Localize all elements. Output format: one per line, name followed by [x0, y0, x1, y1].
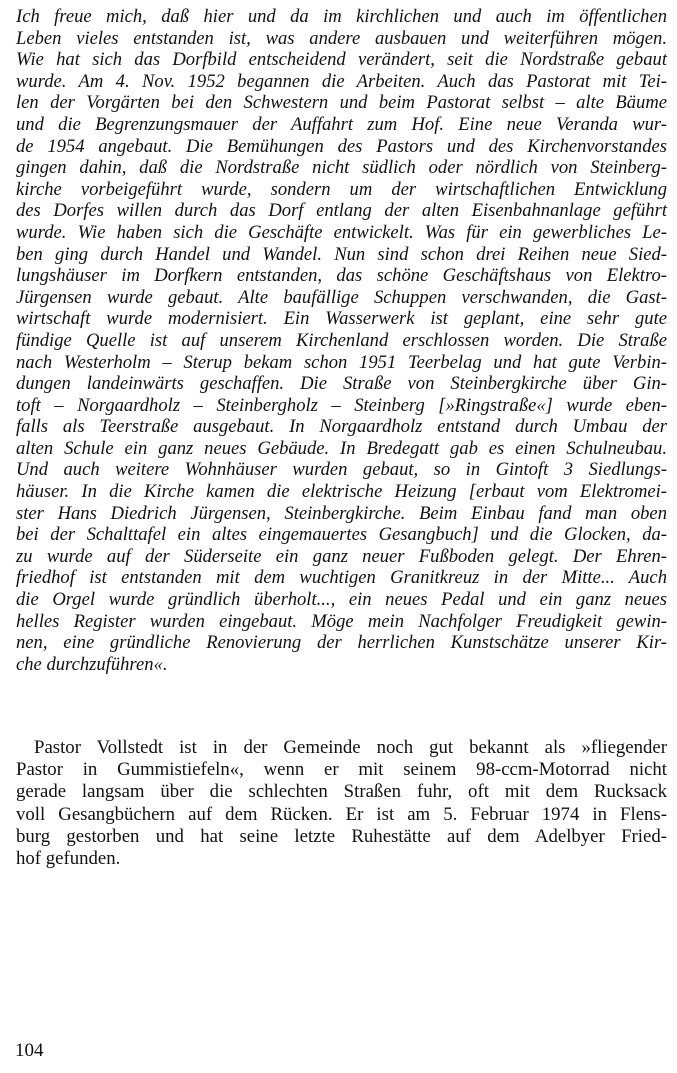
paragraph-line: hof gefunden. — [16, 847, 121, 869]
quote-line: wurde. Wie haben sich die Geschäfte entwickelt. Was für ein gewerbliches Le- — [16, 221, 667, 243]
quote-line: lungshäuser im Dorfkern entstanden, das schöne Geschäftshaus von Elektro- — [16, 265, 667, 287]
quote-line: ster Hans Diedrich Jürgensen, Steinbergkirche. Beim Einbau fand man oben — [16, 502, 667, 524]
quote-line: Wie hat sich das Dorfbild entscheidend verändert, seit die Nordstraße gebaut — [16, 49, 667, 71]
paragraph-line: burg gestorben und hat seine letzte Ruhestätte auf dem Adelbyer Fried- — [16, 825, 667, 847]
quote-line: toft – Norgaardholz – Steinbergholz – Steinberg [»Ringstraße«] wurde eben- — [16, 394, 667, 416]
quote-line: de 1954 angebaut. Die Bemühungen des Pastors und des Kirchenvorstandes — [16, 135, 667, 157]
quote-line: und die Begrenzungsmauer der Auffahrt zum Hof. Eine neue Veranda wur- — [16, 113, 667, 135]
quote-line: kirche vorbeigeführt wurde, sondern um der wirtschaftlichen Entwicklung — [16, 178, 667, 200]
quote-line: che durchzuführen«. — [16, 653, 168, 675]
quote-line: fündige Quelle ist auf unserem Kirchenland erschlossen worden. Die Straße — [16, 329, 667, 351]
quote-line: bei der Schalttafel ein altes eingemauertes Gesangbuch] und die Glocken, da- — [16, 524, 667, 546]
quote-line: Ich freue mich, daß hier und da im kirchlichen und auch im öffentlichen — [16, 6, 667, 27]
quote-line: nen, eine gründliche Renovierung der herrlichen Kunstschätze unserer Kir- — [16, 632, 667, 654]
quote-line: Leben vieles entstanden ist, was andere ausbauen und weiterführen mögen. — [16, 27, 667, 49]
paragraph-line: voll Gesangbüchern auf dem Rücken. Er ist am 5. Februar 1974 in Flens- — [16, 803, 667, 825]
quote-line: falls als Teerstraße ausgebaut. In Norgaardholz entstand durch Umbau der — [16, 416, 667, 438]
quote-line: häuser. In die Kirche kamen die elektrische Heizung [erbaut vom Elektromei- — [16, 481, 667, 503]
paragraph-line: gerade langsam über die schlechten Straßen fuhr, oft mit dem Rucksack — [16, 781, 667, 803]
quote-line: dungen landeinwärts geschaffen. Die Straße von Steinbergkirche über Gin- — [16, 373, 667, 395]
quote-line: gingen dahin, daß die Nordstraße nicht südlich oder nördlich von Steinberg- — [16, 157, 667, 179]
quote-line: nach Westerholm – Sterup bekam schon 1951 Teerbelag und hat gute Verbin- — [16, 351, 667, 373]
page-number: 104 — [15, 1040, 44, 1061]
quote-line: alten Schule ein ganz neues Gebäude. In Bredegatt gab es einen Schulneubau. — [16, 437, 667, 459]
quote-line: die Orgel wurde gründlich überholt..., ein neues Pedal und ein ganz neues — [16, 589, 667, 611]
quoted-letter — [16, 6, 667, 675]
quote-line: ben ging durch Handel und Wandel. Nun sind schon drei Reihen neue Sied- — [16, 243, 667, 265]
quote-line: wurde. Am 4. Nov. 1952 begannen die Arbeiten. Auch das Pastorat mit Tei- — [16, 70, 667, 92]
paragraph-line: Pastor in Gummistiefeln«, wenn er mit seinem 98-ccm-Motorrad nicht — [16, 759, 667, 781]
paragraph-line: Pastor Vollstedt ist in der Gemeinde noch gut bekannt als »fliegender — [34, 737, 667, 758]
narrative-paragraph — [16, 737, 667, 870]
quote-line: len der Vorgärten bei den Schwestern und beim Pastorat selbst – alte Bäume — [16, 92, 667, 114]
quote-line: Und auch weitere Wohnhäuser wurden gebaut, so in Gintoft 3 Siedlungs- — [16, 459, 667, 481]
quote-line: friedhof ist entstanden mit dem wuchtigen Granitkreuz in der Mitte... Auch — [16, 567, 667, 589]
quote-line: des Dorfes willen durch das Dorf entlang der alten Eisenbahnanlage geführt — [16, 200, 667, 222]
quote-line: helles Register wurden eingebaut. Möge mein Nachfolger Freudigkeit gewin- — [16, 610, 667, 632]
quote-line: Jürgensen wurde gebaut. Alte baufällige Schuppen verschwanden, die Gast- — [16, 286, 667, 308]
quote-line: zu wurde auf der Süderseite ein ganz neuer Fußboden gelegt. Der Ehren- — [16, 545, 667, 567]
quote-line: wirtschaft wurde modernisiert. Ein Wasserwerk ist geplant, eine sehr gute — [16, 308, 667, 330]
